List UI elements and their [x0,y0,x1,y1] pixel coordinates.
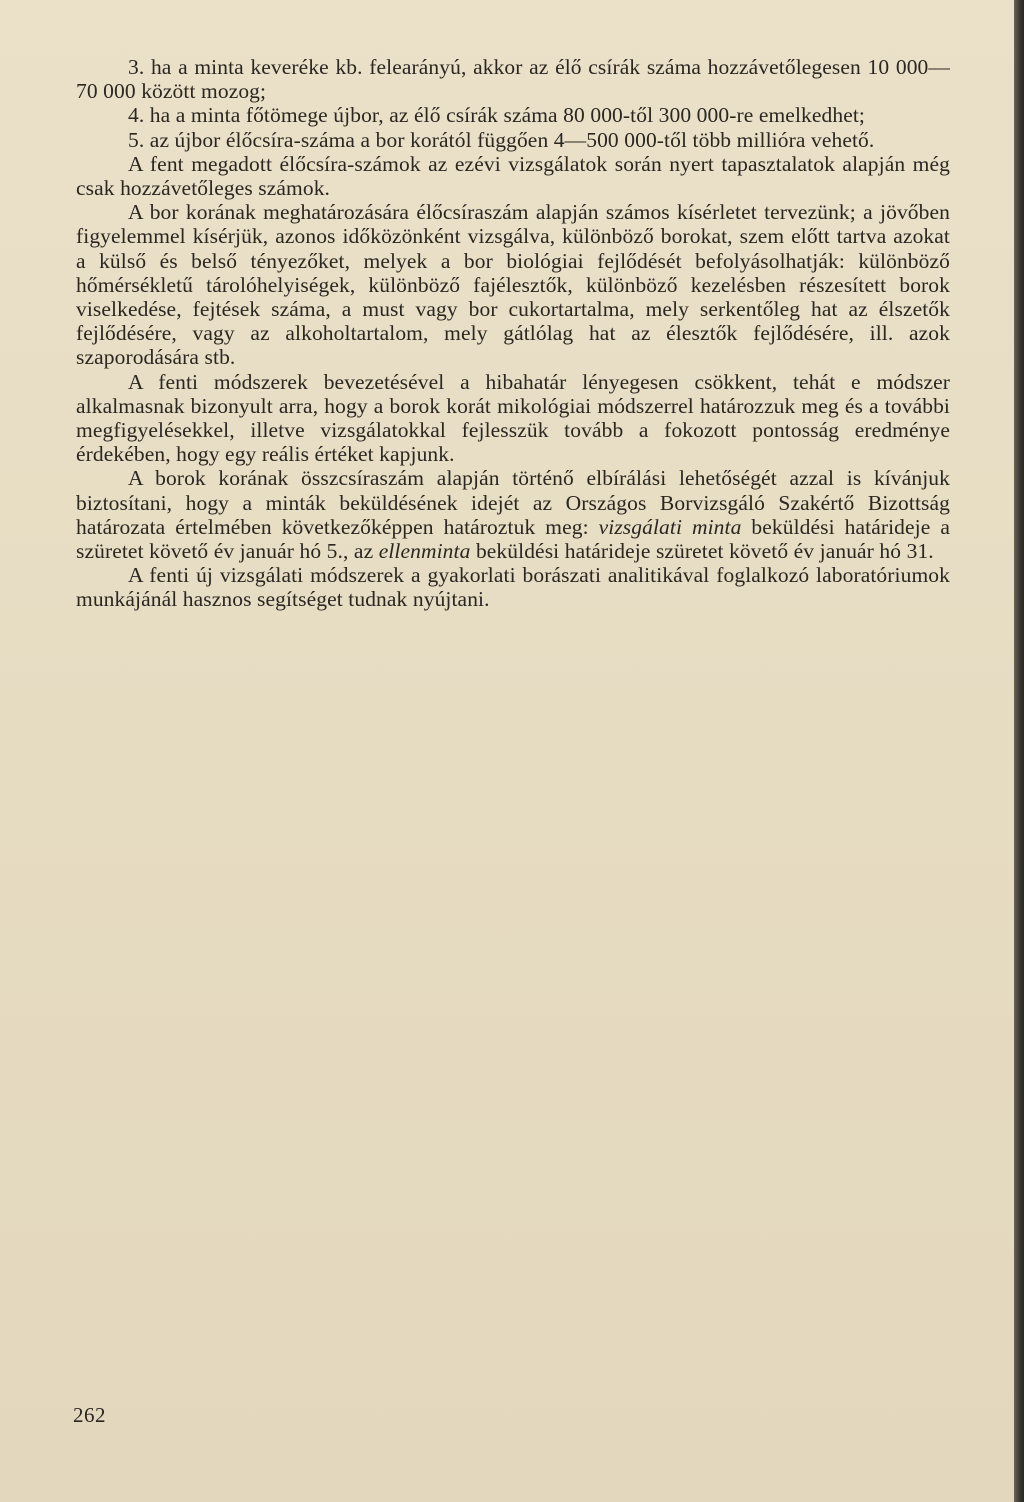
deadlines-text-3: beküldési határideje szüretet követő év január hó 31. [470,539,934,564]
page-number: 262 [73,1403,106,1427]
body-text [76,55,950,612]
deadlines-term-countersample: ellenminta [378,539,471,564]
paragraph-methods: A fenti módszerek bevezetésével a hibahatár lényegesen csökkent, tehát e módszer alkalmasnak bizonyult arra, hogy a borok korát mikológiai módszerrel határozzuk meg és a további megfigyelésekkel, illetve vizsgálatokkal fejlesszük tovább a fokozott pontosság eredménye érdekében, hogy egy reális értéket kapjunk. [76,369,950,467]
paragraph-deadlines [76,466,950,563]
deadlines-term-sample: vizsgálati minta [598,514,742,539]
list-item-5: 5. az újbor élőcsíra-száma a bor korától függően 4—500 000-től több millióra vehető. [128,127,875,152]
paragraph-estimates: A fent megadott élőcsíra-számok az ezévi vizsgálatok során nyert tapasztalatok alapján még csak hozzávetőleges számok. [76,151,950,201]
paragraph-experiments: A bor korának meghatározására élőcsíraszám alapján számos kísérletet tervezünk; a jövőben figyelemmel kísérjük, azonos időközönként vizsgálva, különböző borokat, szem előtt tartva azokat a külső és belső tényezőket, melyek a bor biológiai fejlődését befolyásolhatják: különböző hőmérsékletű tárolóhelyiségek, különböző fajélesztők, különböző kezelésben részesített borok viselkedése, fejtések száma, a must vagy bor cukortartalma, mely serkentőleg hat az élszetők fejlődésére, vagy az alkoholtartalom, mely gátlólag hat az élesztők fejlődésére, ill. azok szaporodására stb. [76,200,950,370]
list-item-4: 4. ha a minta főtömege újbor, az élő csírák száma 80 000-től 300 000-re emelkedhet; [128,103,866,128]
page-edge-shadow [1014,0,1024,1502]
list-item-3: 3. ha a minta keveréke kb. felearányú, akkor az élő csírák száma hozzávetőlegesen 10 000—70 000 között mozog; [76,55,950,104]
paragraph-conclusion: A fenti új vizsgálati módszerek a gyakorlati borászati analitikával foglalkozó laboratóriumok munkájánál hasznos segítséget tudnak nyújtani. [76,563,950,612]
deadlines-text-2: beküldési határideje a szüretet követő év január hó 5., az [76,514,950,564]
deadlines-text-1: A borok korának összcsíraszám alapján történő elbírálási lehetőségét azzal is kívánjuk biztosítani, hogy a minták beküldésének idejét az Országos Borvizsgáló Szakértő Bizottság határozata értelmében következőképpen határoztuk meg: [76,466,950,539]
